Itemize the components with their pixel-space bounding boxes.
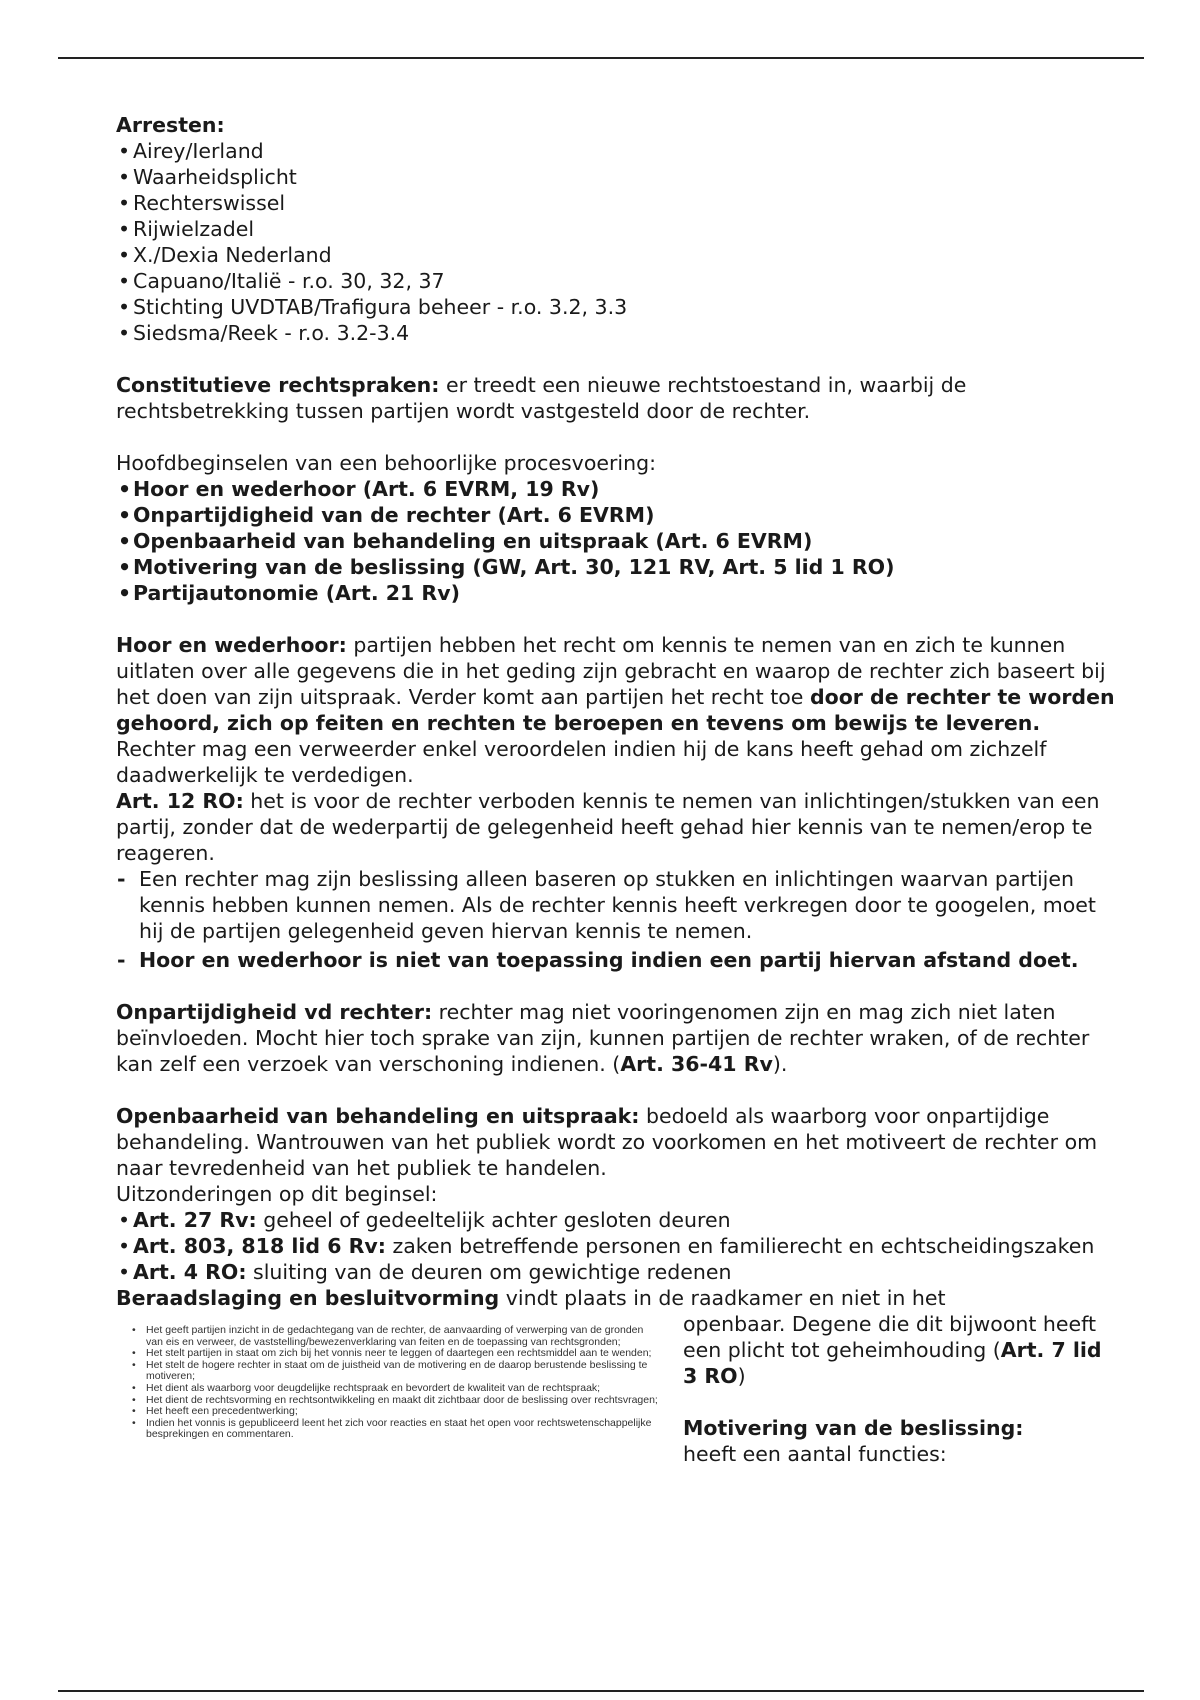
list-item: • Art. 27 Rv: geheel of gedeeltelijk achter gesloten deuren: [116, 1207, 1116, 1233]
arresten-list: [116, 138, 1116, 346]
list-item: • Hoor en wederhoor (Art. 6 EVRM, 19 Rv): [116, 476, 1116, 502]
list-item: • X./Dexia Nederland: [116, 242, 1116, 268]
list-item: - Hoor en wederhoor is niet van toepassing indien een partij hiervan afstand doet.: [116, 947, 1116, 973]
list-item: • Waarheidsplicht: [116, 164, 1116, 190]
list-item: • Het heeft een precedentwerking;: [132, 1406, 661, 1418]
list-item: • Motivering van de beslissing (GW, Art. 30, 121 RV, Art. 5 lid 1 RO): [116, 554, 1116, 580]
list-item: • Siedsma/Reek - r.o. 3.2-3.4: [116, 320, 1116, 346]
bottom-rule: [58, 1690, 1144, 1692]
list-item: • Het stelt partijen in staat om zich bij het vonnis neer te leggen of daartegen een rechtsmiddel aan te wenden;: [132, 1348, 661, 1360]
motivering-text: heeft een aantal functies:: [683, 1442, 947, 1466]
list-item: • Het geeft partijen inzicht in de gedachtegang van de rechter, de aanvaarding of verwerping van de gronden van eis en verweer, de vaststelling/bewezenverklaring van feiten en de toepassing van rechtsgronden;: [132, 1325, 661, 1348]
list-item: • Indien het vonnis is gepubliceerd leent het zich voor reacties en staat het open voor rechtswetenschappelijke besprekingen en commentaren.: [132, 1418, 661, 1441]
beginselen-list: [116, 476, 1116, 606]
list-item: • Rechterswissel: [116, 190, 1116, 216]
top-rule: [58, 57, 1144, 59]
list-item: • Onpartijdigheid van de rechter (Art. 6 EVRM): [116, 502, 1116, 528]
motivering-heading: Motivering van de beslissing:: [683, 1416, 1024, 1440]
list-item: • Openbaarheid van behandeling en uitspraak (Art. 6 EVRM): [116, 528, 1116, 554]
motivering-section: [116, 1311, 1116, 1581]
hoor-paragraph: Hoor en wederhoor: partijen hebben het recht om kennis te nemen van en zich te kunnen uitlaten over alle gegevens die in het geding zijn gebracht en waarop de rechter zich baseert bij het doen van zijn uitspraak. Verder komt aan partijen het recht toe door de rechter te worden gehoord, zich op feiten en rechten te beroepen en tevens om bewijs te leveren. Rechter mag een verweerder enkel veroordelen indien hij de kans heeft gehad om zichzelf daadwerkelijk te verdedigen.: [116, 633, 1115, 787]
arresten-heading: Arresten:: [116, 113, 225, 137]
beginselen-intro: Hoofdbeginselen van een behoorlijke procesvoering:: [116, 451, 657, 475]
onpartijdig-paragraph: Onpartijdigheid vd rechter: rechter mag niet vooringenomen zijn en mag zich niet laten beïnvloeden. Mocht hier toch sprake van zijn, kunnen partijen de rechter wraken, of de rechter kan zelf een verzoek van verschoning indienen. (Art. 36-41 Rv).: [116, 1000, 1090, 1076]
openbaar-paragraph: Openbaarheid van behandeling en uitspraak: bedoeld als waarborg voor onpartijdige behandeling. Wantrouwen van het publiek wordt zo voorkomen en het motiveert de rechter om naar tevredenheid van het publiek te handelen.: [116, 1104, 1098, 1180]
right-column: [683, 1311, 1113, 1467]
beraadslaging-continuation: openbaar. Degene die dit bijwoont heeft een plicht tot geheimhouding (Art. 7 lid 3 RO): [683, 1312, 1102, 1388]
list-item: • Rijwielzadel: [116, 216, 1116, 242]
list-item: • Art. 803, 818 lid 6 Rv: zaken betreffende personen en familierecht en echtscheidingszaken: [116, 1233, 1116, 1259]
list-item: • Capuano/Italië - r.o. 30, 32, 37: [116, 268, 1116, 294]
list-item: • Partijautonomie (Art. 21 Rv): [116, 580, 1116, 606]
list-item: • Het stelt de hogere rechter in staat om de juistheid van de motivering en de daarop berustende beslissing te motiveren;: [132, 1360, 661, 1383]
constitutief-paragraph: Constitutieve rechtspraken: er treedt een nieuwe rechtstoestand in, waarbij de rechtsbetrekking tussen partijen wordt vastgesteld door de rechter.: [116, 373, 967, 423]
document-body: [116, 112, 1116, 1581]
list-item: • Airey/Ierland: [116, 138, 1116, 164]
list-item: - Een rechter mag zijn beslissing alleen baseren op stukken en inlichtingen waarvan partijen kennis hebben kunnen nemen. Als de rechter kennis heeft verkregen door te googelen, moet hij de partijen gelegenheid geven hiervan kennis te nemen.: [116, 866, 1116, 944]
list-item: • Art. 4 RO: sluiting van de deuren om gewichtige redenen: [116, 1259, 1116, 1285]
beraadslaging-line: Beraadslaging en besluitvorming vindt plaats in de raadkamer en niet in het: [116, 1286, 946, 1310]
list-item: • Het dient de rechtsvorming en rechtsontwikkeling en maakt dit zichtbaar door de beslissing over rechtsvragen;: [132, 1395, 661, 1407]
list-item: • Stichting UVDTAB/Trafigura beheer - r.o. 3.2, 3.3: [116, 294, 1116, 320]
art12-paragraph: Art. 12 RO: het is voor de rechter verboden kennis te nemen van inlichtingen/stukken van een partij, zonder dat de wederpartij de gelegenheid heeft gehad hier kennis van te nemen/erop te reageren.: [116, 789, 1100, 865]
uitzonderingen-intro: Uitzonderingen op dit beginsel:: [116, 1182, 438, 1206]
hoor-dash-list: [116, 866, 1116, 973]
list-item: • Het dient als waarborg voor deugdelijke rechtspraak en bevordert de kwaliteit van de rechtspraak;: [132, 1383, 661, 1395]
embedded-functies-image: [116, 1325, 661, 1570]
functies-list: [116, 1325, 661, 1441]
uitzonderingen-list: [116, 1207, 1116, 1285]
